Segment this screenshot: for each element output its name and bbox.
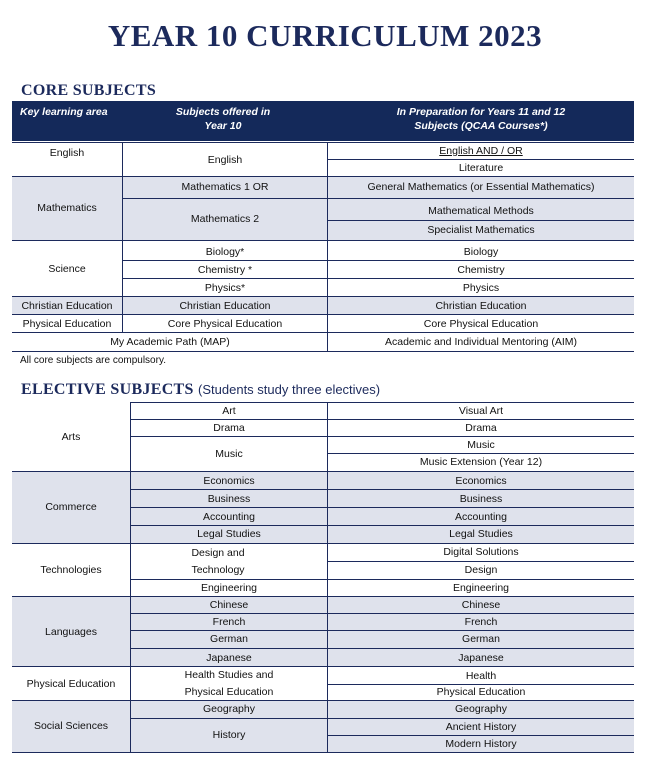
prep-commerce: Legal Studies <box>449 528 513 540</box>
prep-drama: Drama <box>465 422 497 434</box>
prep-language: German <box>462 633 500 645</box>
y10-science: Biology* <box>205 245 245 258</box>
prep-language: French <box>464 616 498 628</box>
prep-visual-art: Visual Art <box>458 405 504 417</box>
prep-design: Design <box>464 564 498 576</box>
prep-language: Japanese <box>458 651 504 664</box>
y10-english: English <box>207 153 243 166</box>
rule <box>130 402 634 403</box>
rule <box>327 142 328 351</box>
y10-music: Music <box>215 447 243 460</box>
prep-general-maths: General Mathematics (or Essential Mathematics) <box>367 181 595 193</box>
rule <box>130 630 634 631</box>
area-english: English <box>49 146 85 159</box>
rule <box>328 561 634 562</box>
core-footnote: All core subjects are compulsory. <box>20 355 166 366</box>
prep-language: Chinese <box>461 599 501 611</box>
rule <box>12 543 634 544</box>
prep-science: Physics <box>462 281 500 294</box>
rule <box>12 752 634 753</box>
prep-physical-education: Physical Education <box>436 686 526 698</box>
rule <box>328 453 634 454</box>
prep-english: English AND / OR <box>439 145 523 157</box>
prep-digital-solutions: Digital Solutions <box>443 546 519 558</box>
header-preparation: In Preparation for Years 11 and 12 Subjects (QCAA Courses*) <box>396 106 566 132</box>
y10-physical-education: Core Physical Education <box>167 317 283 330</box>
area-christian-education: Christian Education <box>21 299 113 312</box>
area-social-sciences: Social Sciences <box>33 720 109 732</box>
prep-music: Music <box>467 439 495 451</box>
y10-science: Physics* <box>204 281 246 294</box>
rule <box>122 278 634 279</box>
prep-geography: Geography <box>455 703 507 715</box>
prep-health: Health <box>465 670 497 682</box>
y10-commerce: Legal Studies <box>197 528 261 540</box>
prep-physical-education: Core Physical Education <box>423 317 539 330</box>
area-elective-physical-education: Physical Education <box>26 678 116 690</box>
area-physical-education: Physical Education <box>22 317 112 330</box>
rule <box>328 159 634 160</box>
prep-commerce: Accounting <box>455 510 507 523</box>
y10-map: My Academic Path (MAP) <box>110 335 230 348</box>
rule <box>130 402 131 752</box>
rule <box>130 436 634 437</box>
header-year10: Subjects offered in Year 10 <box>175 106 271 132</box>
rule <box>12 700 634 701</box>
y10-science: Chemistry * <box>197 263 253 276</box>
y10-language: French <box>212 616 246 628</box>
prep-aim: Academic and Individual Mentoring (AIM) <box>384 335 577 348</box>
prep-modern-history: Modern History <box>445 737 517 750</box>
y10-health-pe: Health Studies and Physical Education <box>184 669 274 698</box>
page-title: YEAR 10 CURRICULUM 2023 <box>107 18 543 53</box>
y10-maths2: Mathematics 2 <box>190 213 260 225</box>
y10-history: History <box>212 729 246 741</box>
rule <box>12 332 634 333</box>
rule <box>328 220 634 221</box>
rule <box>12 351 634 352</box>
area-science: Science <box>48 263 86 275</box>
prep-music-extension: Music Extension (Year 12) <box>419 456 543 468</box>
rule <box>328 684 634 685</box>
y10-christian-education: Christian Education <box>179 299 271 312</box>
rule <box>327 402 328 752</box>
y10-drama: Drama <box>213 422 245 434</box>
y10-art: Art <box>222 405 236 417</box>
prep-literature: Literature <box>458 162 504 174</box>
rule <box>12 471 634 472</box>
prep-science: Biology <box>463 245 499 258</box>
area-mathematics: Mathematics <box>37 202 97 214</box>
prep-methods: Mathematical Methods <box>428 204 534 217</box>
y10-geography: Geography <box>203 703 255 715</box>
prep-commerce: Business <box>459 492 503 505</box>
rule <box>12 176 634 177</box>
y10-language: Chinese <box>209 599 249 611</box>
prep-engineering: Engineering <box>452 582 510 594</box>
rule <box>12 142 634 143</box>
prep-ancient-history: Ancient History <box>445 721 517 733</box>
prep-christian-education: Christian Education <box>435 299 527 312</box>
area-languages: Languages <box>45 625 97 638</box>
rule <box>12 596 634 597</box>
rule <box>130 507 634 508</box>
rule <box>130 613 634 614</box>
y10-commerce: Business <box>207 492 251 505</box>
rule <box>122 142 123 333</box>
area-technologies: Technologies <box>40 563 102 576</box>
rule <box>12 314 634 315</box>
rule <box>130 489 634 490</box>
y10-language: German <box>210 633 248 645</box>
rule <box>130 579 634 580</box>
area-commerce: Commerce <box>45 501 97 513</box>
rule <box>328 735 634 736</box>
prep-science: Chemistry <box>457 263 505 276</box>
rule <box>130 525 634 526</box>
elective-heading: ELECTIVE SUBJECTS (Students study three electives) <box>21 381 381 398</box>
rule <box>130 419 634 420</box>
rule <box>122 260 634 261</box>
area-arts: Arts <box>61 430 81 443</box>
rule <box>12 240 634 241</box>
rule <box>12 296 634 297</box>
rule <box>130 648 634 649</box>
rule <box>130 718 634 719</box>
core-heading: CORE SUBJECTS <box>21 82 157 99</box>
y10-engineering: Engineering <box>200 582 258 594</box>
prep-commerce: Economics <box>455 474 507 487</box>
y10-commerce: Economics <box>203 474 255 487</box>
y10-commerce: Accounting <box>203 510 255 523</box>
header-key-area: Key learning area <box>20 106 108 118</box>
y10-language: Japanese <box>206 651 252 664</box>
rule <box>12 666 634 667</box>
rule <box>122 198 634 199</box>
prep-specialist: Specialist Mathematics <box>427 224 535 236</box>
y10-maths1: Mathematics 1 OR <box>181 181 269 193</box>
y10-design-technology: Design and Technology <box>191 547 245 576</box>
